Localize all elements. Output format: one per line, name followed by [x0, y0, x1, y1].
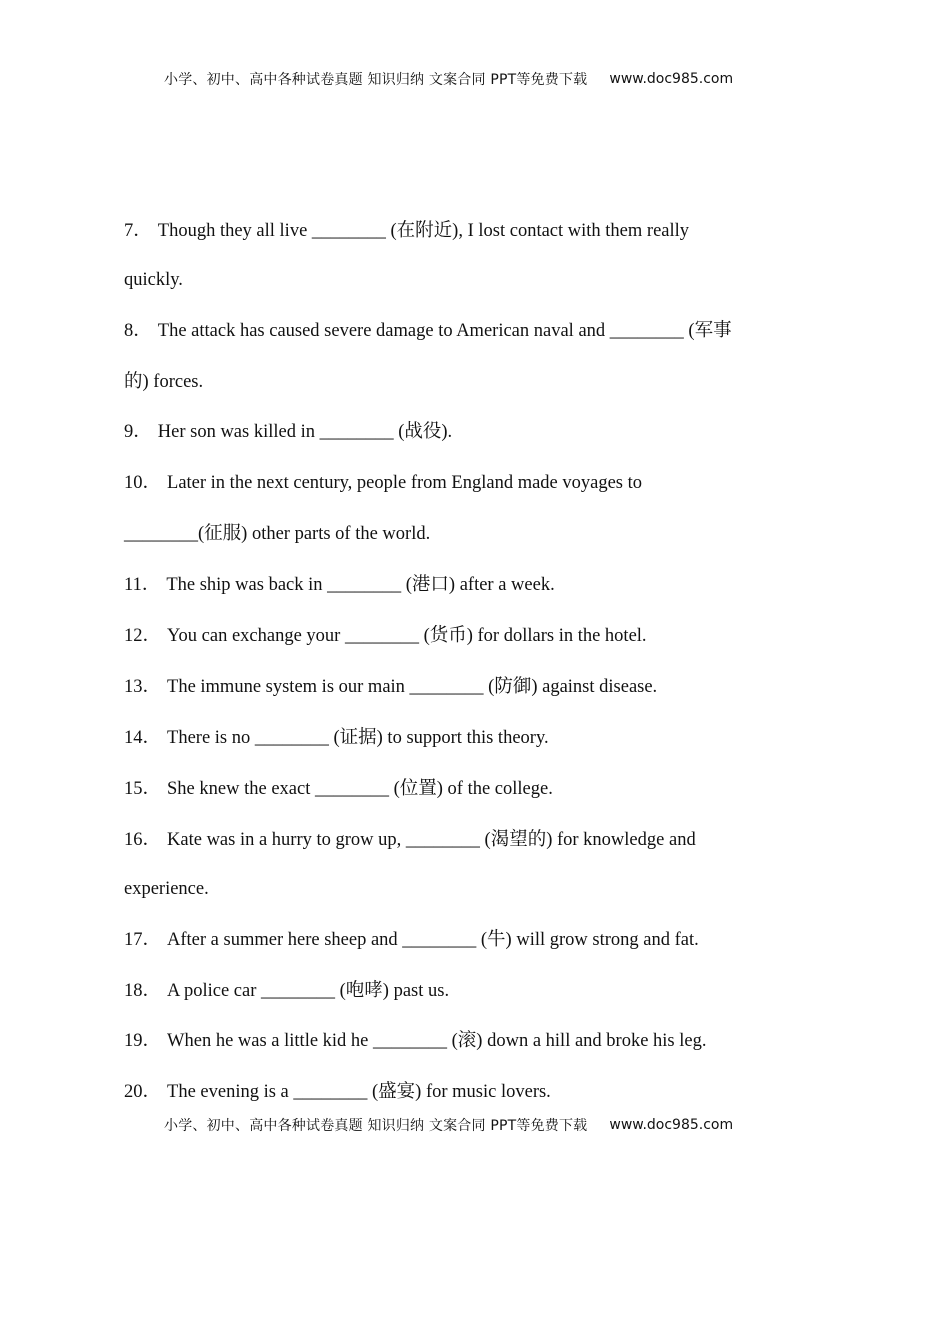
- page-footer: [164, 1113, 804, 1137]
- header-url[interactable]: www.doc985.com: [609, 71, 734, 87]
- question-17: [124, 928, 699, 952]
- question-10: [124, 471, 642, 495]
- question-number: 16．: [124, 830, 162, 850]
- question-text: She knew the exact ________ (位置) of the college.: [167, 779, 553, 799]
- question-text: Kate was in a hurry to grow up, ________ (渴望的) for knowledge and: [167, 830, 696, 850]
- question-number: 17．: [124, 930, 162, 950]
- question-text: When he was a little kid he ________ (滚) down a hill and broke his leg.: [167, 1031, 707, 1051]
- question-text: The ship was back in ________ (港口) after a week.: [166, 575, 555, 595]
- question-number: 14．: [124, 728, 162, 748]
- question-number: 7．: [124, 221, 152, 241]
- question-text: The attack has caused severe damage to American naval and ________ (军事: [157, 321, 732, 341]
- question-7-continuation: quickly.: [124, 270, 183, 290]
- question-12: [124, 624, 647, 648]
- question-number: 20．: [124, 1082, 162, 1102]
- question-text: After a summer here sheep and ________ (牛) will grow strong and fat.: [167, 930, 699, 950]
- question-number: 12．: [124, 626, 162, 646]
- footer-url[interactable]: www.doc985.com: [609, 1117, 734, 1133]
- question-text: Later in the next century, people from England made voyages to: [167, 473, 643, 493]
- question-11: [124, 573, 555, 597]
- question-10-continuation: ________(征服) other parts of the world.: [124, 524, 431, 544]
- question-number: 8．: [124, 321, 152, 341]
- footer-text: 小学、初中、高中各种试卷真题 知识归纳 文案合同 PPT等免费下载: [164, 1118, 588, 1134]
- question-number: 15．: [124, 779, 162, 799]
- question-number: 11．: [124, 575, 161, 595]
- question-text: Though they all live ________ (在附近), I lost contact with them really: [157, 221, 690, 241]
- question-number: 13．: [124, 677, 162, 697]
- question-19: [124, 1029, 706, 1053]
- question-16: [124, 828, 696, 852]
- question-8-continuation: 的) forces.: [124, 372, 204, 392]
- question-number: 9．: [124, 422, 152, 442]
- question-13: [124, 675, 657, 699]
- question-text: There is no ________ (证据) to support this theory.: [167, 728, 549, 748]
- question-number: 10．: [124, 473, 162, 493]
- question-number: 18．: [124, 981, 162, 1001]
- question-7: [124, 219, 689, 243]
- question-text: Her son was killed in ________ (战役).: [157, 422, 453, 442]
- question-text: The immune system is our main ________ (防御) against disease.: [167, 677, 658, 697]
- question-text: The evening is a ________ (盛宴) for music lovers.: [167, 1082, 551, 1102]
- question-text: A police car ________ (咆哮) past us.: [167, 981, 450, 1001]
- question-15: [124, 777, 553, 801]
- question-14: [124, 726, 549, 750]
- question-18: [124, 979, 449, 1003]
- page-header: [164, 67, 804, 91]
- question-9: [124, 420, 452, 444]
- question-text: You can exchange your ________ (货币) for dollars in the hotel.: [167, 626, 647, 646]
- question-16-continuation: experience.: [124, 879, 209, 899]
- header-text: 小学、初中、高中各种试卷真题 知识归纳 文案合同 PPT等免费下载: [164, 72, 588, 88]
- question-number: 19．: [124, 1031, 162, 1051]
- question-8: [124, 319, 732, 343]
- question-20: [124, 1080, 551, 1104]
